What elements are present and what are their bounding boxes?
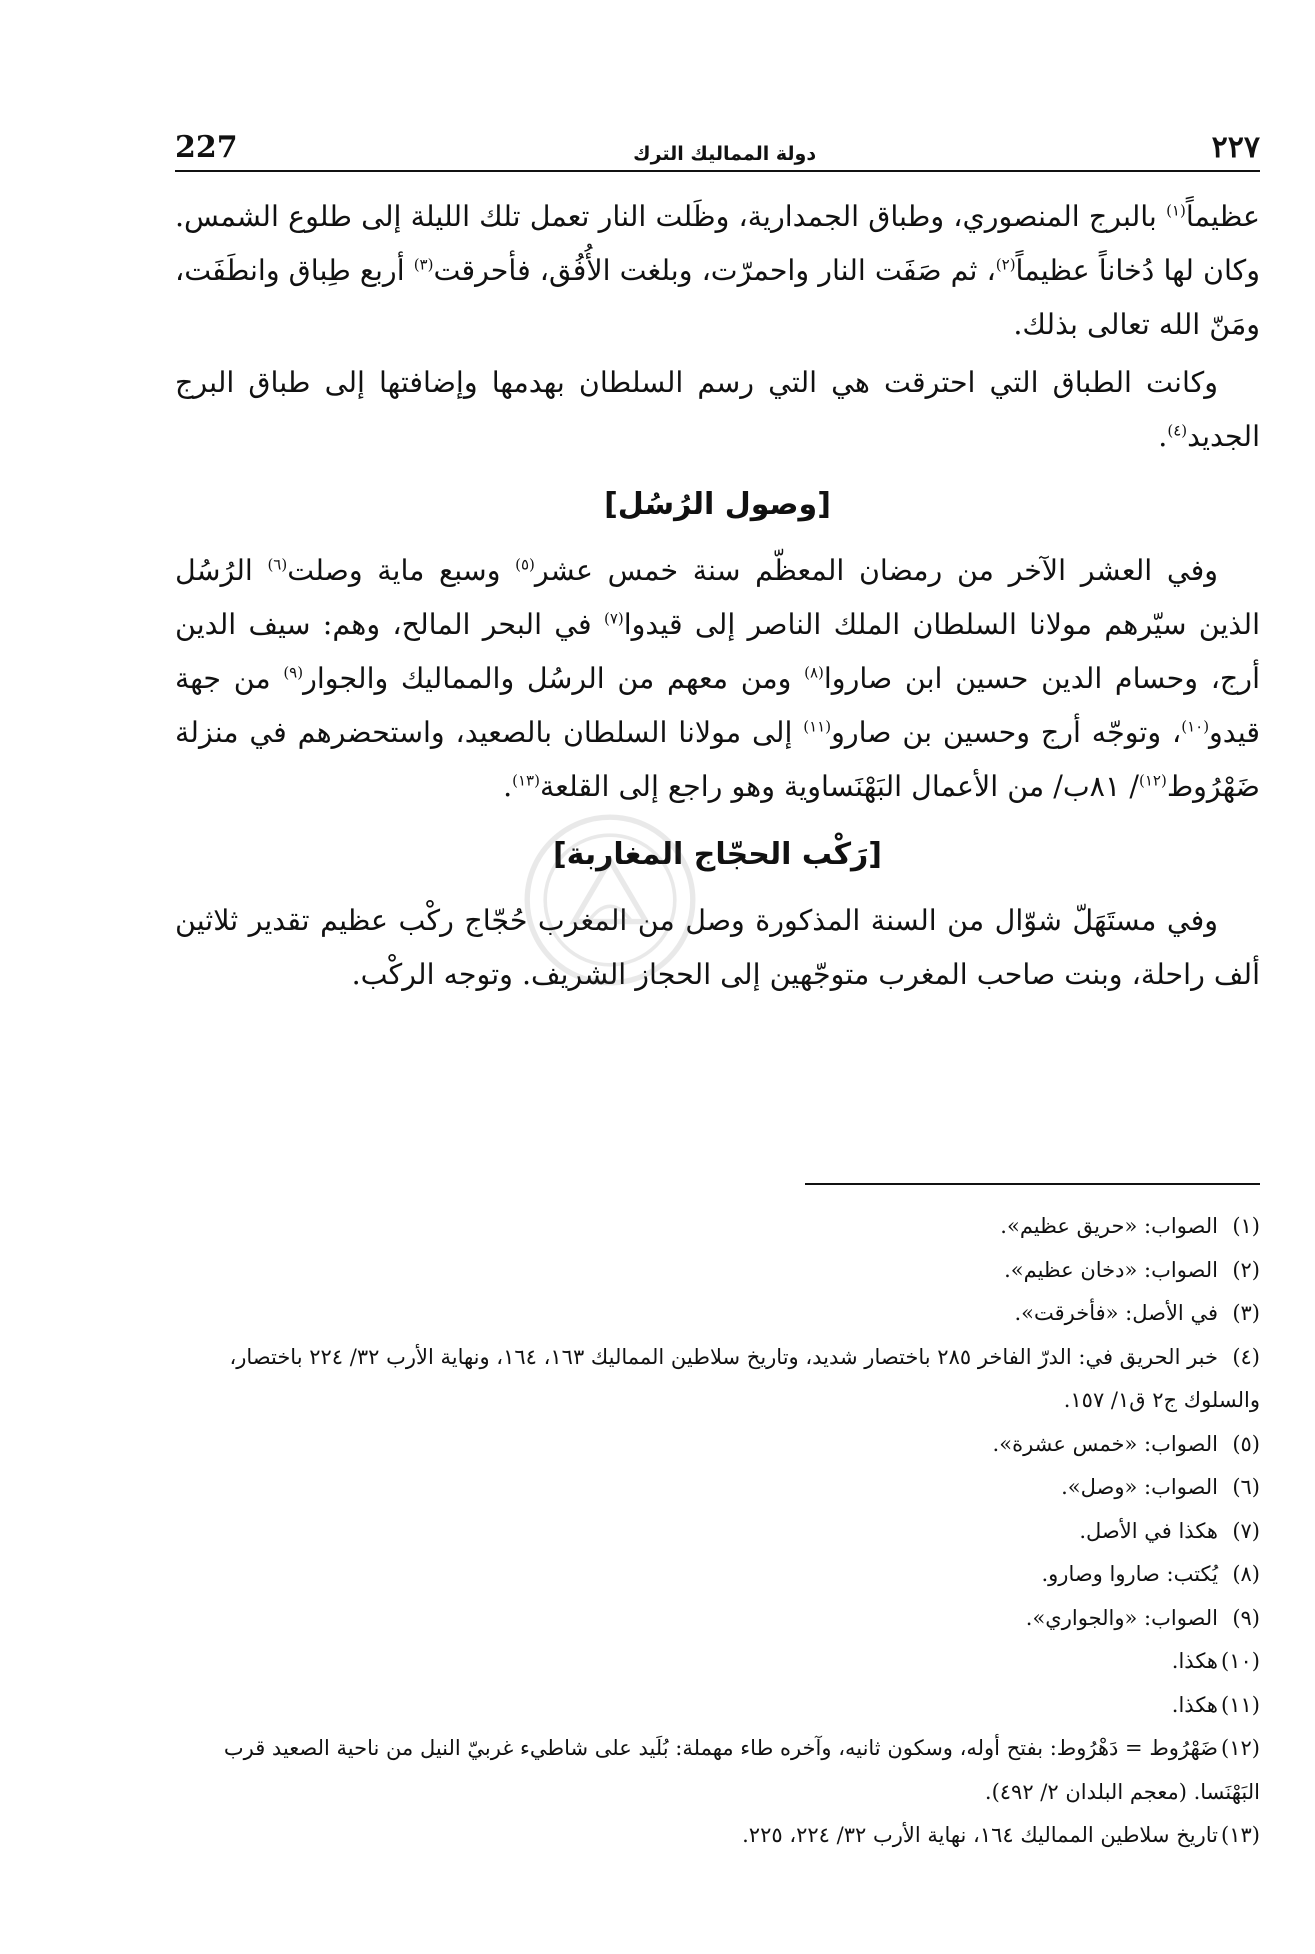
footnote-ref: (١٣) <box>512 771 540 790</box>
footnote-text: الصواب: «وصل». <box>1061 1475 1218 1499</box>
footnote-text: ضَهْرُوط = دَهْرُوط: بفتح أوله، وسكون ثانيه، وآخره طاء مهملة: بُلَيد على شاطيء غربيّ النيل من ناحية الصعيد قرب البَهْنَسا. (معجم البلدان ٢/ ٤٩٢). <box>223 1736 1260 1804</box>
footnote-text: يُكتب: صاروا وصارو. <box>1041 1562 1218 1586</box>
footnote <box>175 1466 1260 1510</box>
paragraph-3: وفي العشر الآخر من رمضان المعظّم سنة خمس عشر$^{(٥)}$ وسبع ماية وصلت$^{(٦)}$ الرُسُل الذين سيّرهم مولانا السلطان الملك الناصر إلى قيدوا$^{(٧)}$ في البحر المالح، وهم: سيف الدين أرج، وحسام الدين حسين ابن صاروا$^{(٨)}$ ومن معهم من الرسُل والمماليك والجوار$^{(٩)}$ من جهة قيدو$^{(١٠)}$، وتوجّه أرج وحسين بن صارو$^{(١١)}$ إلى مولانا السلطان بالصعيد، واستحضرهم في منزلة ضَهْرُوط$^{(١٢)}$/ ٨١ب/ من الأعمال البَهْنَساوية وهو راجع إلى القلعة$^{(١٣)}$. <box>175 554 1260 803</box>
footnote-text: الصواب: «حريق عظيم». <box>1000 1214 1218 1238</box>
footnote <box>175 1553 1260 1597</box>
footnote-ref: (٦) <box>267 555 288 574</box>
footnote-number: (٩) <box>1232 1605 1260 1630</box>
footnote <box>175 1597 1260 1641</box>
footnote-ref: (٨) <box>804 663 824 682</box>
paragraph-2: وكانت الطباق التي احترقت هي التي رسم السلطان بهدمها وإضافتها إلى طباق البرج الجديد$^{(٤)}$. <box>175 366 1260 453</box>
footnote-text: خبر الحريق في: الدرّ الفاخر ٢٨٥ باختصار شديد، وتاريخ سلاطين المماليك ١٦٣، ١٦٤، ونهاية الأرب ٣٢/ ٢٢٤ باختصار، والسلوك ج٢ ق١/ ١٥٧. <box>229 1344 1260 1412</box>
footnote <box>175 1205 1260 1249</box>
footnote-text: هكذا. <box>1171 1649 1218 1673</box>
footnote-number: (٥) <box>1232 1431 1260 1456</box>
footnote-number: (١٢) <box>1221 1736 1260 1760</box>
footnote-number: (٦) <box>1232 1475 1260 1499</box>
footnote-ref: (٩) <box>283 663 304 682</box>
footnote <box>175 1249 1260 1293</box>
page-number-arabic: ٢٢٧ <box>1211 130 1260 165</box>
page-header <box>175 115 1260 165</box>
section-heading: [وصول الرُسُل] <box>604 487 831 522</box>
page-number-latin: 227 <box>175 130 238 165</box>
footnote-number: (١٣) <box>1221 1823 1260 1847</box>
footnote-ref: (٥) <box>515 555 535 574</box>
footnote-text: في الأصل: «فأخرقت». <box>1014 1301 1218 1325</box>
watermark-emblem <box>520 810 700 990</box>
paragraph-1: عظيماً$^{(١)}$ بالبرج المنصوري، وطباق الجمدارية، وظَلت النار تعمل تلك الليلة إلى طلوع الشمس. وكان لها دُخاناً عظيماً$^{(٢)}$، ثم صَفَت النار واحمرّت، وبلغت الأُفُق، فأحرقت$^{(٣)}$ أربع طِباق وانطَفَت، ومَنّ الله تعالى بذلك. <box>175 200 1260 341</box>
footnotes <box>175 1205 1260 1858</box>
footnote-text: تاريخ سلاطين المماليك ١٦٤، نهاية الأرب ٣٢/ ٢٢٤، ٢٢٥. <box>742 1823 1218 1847</box>
footnote-number: (٣) <box>1232 1301 1260 1325</box>
footnote-text: الصواب: «والجواري». <box>1025 1605 1218 1630</box>
footnote-number: (٤) <box>1232 1344 1260 1369</box>
footnote-text: هكذا. <box>1171 1692 1218 1717</box>
footnote-text: الصواب: «خمس عشرة». <box>992 1431 1218 1456</box>
footnote <box>175 1510 1260 1554</box>
footnote-number: (١) <box>1232 1214 1260 1238</box>
footnote-number: (٢) <box>1232 1257 1260 1282</box>
main-text <box>175 190 1260 1002</box>
footnote-rule <box>805 1183 1260 1185</box>
section-heading: [رَكْب الحجّاج المغاربة] <box>552 837 883 872</box>
footnote-ref: (٤) <box>1167 421 1188 440</box>
footnote-ref: (١) <box>1166 201 1186 220</box>
footnote-ref: (١٠) <box>1181 717 1210 736</box>
footnote-ref: (٧) <box>603 609 624 628</box>
footnote-number: (١٠) <box>1221 1649 1260 1673</box>
footnote-ref: (٢) <box>995 255 1016 274</box>
footnote-ref: (١٢) <box>1138 771 1167 790</box>
header-rule <box>175 170 1260 172</box>
footnote-number: (٧) <box>1232 1518 1260 1543</box>
footnote <box>175 1423 1260 1467</box>
footnote-ref: (٣) <box>413 255 434 274</box>
footnote-text: الصواب: «دخان عظيم». <box>1004 1257 1218 1282</box>
running-title: دولة المماليك الترك <box>633 143 817 165</box>
footnote-ref: (١١) <box>803 717 832 736</box>
footnote <box>175 1336 1260 1423</box>
footnote <box>175 1292 1260 1336</box>
paragraph-4: وفي مستَهَلّ شوّال من السنة المذكورة وصل من المغرب حُجّاج ركْب عظيم تقدير ثلاثين ألف راحلة، وبنت صاحب المغرب متوجّهين إلى الحجاز الشريف. وتوجه الركْب. <box>175 904 1260 991</box>
footnote-text: هكذا في الأصل. <box>1079 1518 1218 1543</box>
footnote <box>175 1814 1260 1858</box>
footnote-number: (٨) <box>1232 1562 1260 1586</box>
footnote <box>175 1640 1260 1684</box>
footnote <box>175 1684 1260 1728</box>
footnote <box>175 1727 1260 1814</box>
footnote-number: (١١) <box>1221 1692 1260 1717</box>
